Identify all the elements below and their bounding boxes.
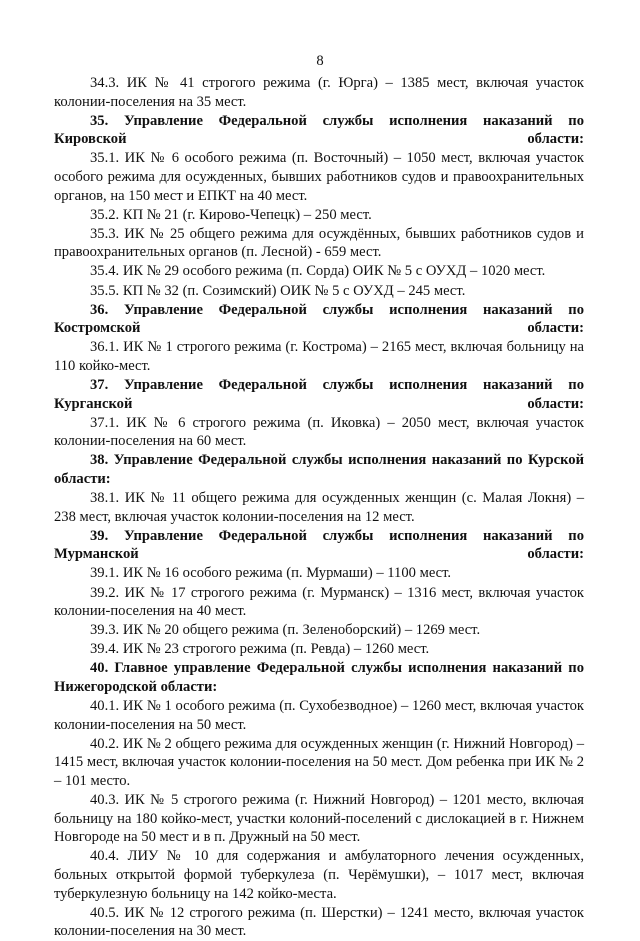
section-heading: 39. Управление Федеральной службы исполнения наказаний по Мурманской области: bbox=[54, 527, 584, 563]
page-number: 8 bbox=[316, 53, 324, 69]
list-item: 37.1. ИК № 6 строгого режима (п. Иковка) – 2050 мест, включая участок колонии-поселения на 60 мест. bbox=[54, 414, 584, 450]
list-item: 39.4. ИК № 23 строгого режима (п. Ревда) – 1260 мест. bbox=[90, 641, 430, 658]
list-item: 39.3. ИК № 20 общего режима (п. Зеленоборский) – 1269 мест. bbox=[90, 622, 481, 639]
list-item: 40.4. ЛИУ № 10 для содержания и амбулаторного лечения осужденных, больных открытой формой туберкулеза (п. Черёмушки), – 1017 мест, включая туберкулезную больницу на 142 койко-места. bbox=[54, 848, 584, 902]
list-item: 35.4. ИК № 29 особого режима (п. Сорда) ОИК № 5 с ОУХД – 1020 мест. bbox=[90, 263, 546, 280]
document-body bbox=[54, 74, 584, 941]
section-heading: 36. Управление Федеральной службы исполнения наказаний по Костромской области: bbox=[54, 301, 584, 337]
list-item: 35.2. КП № 21 (г. Кирово-Чепецк) – 250 мест. bbox=[90, 206, 372, 223]
section-heading: 40. Главное управление Федеральной службы исполнения наказаний по Нижегородской области: bbox=[54, 660, 584, 695]
section-heading: 38. Управление Федеральной службы исполнения наказаний по Курской области: bbox=[54, 452, 584, 487]
section-heading: 35. Управление Федеральной службы исполнения наказаний по Кировской области: bbox=[54, 112, 584, 148]
list-item: 40.5. ИК № 12 строгого режима (п. Шерстки) – 1241 место, включая участок колонии-поселения на 30 мест. bbox=[54, 904, 584, 940]
list-item: 39.2. ИК № 17 строгого режима (г. Мурманск) – 1316 мест, включая участок колонии-поселения на 40 мест. bbox=[54, 584, 584, 620]
list-item: 34.3. ИК № 41 строгого режима (г. Юрга) – 1385 мест, включая участок колонии-поселения на 35 мест. bbox=[54, 75, 584, 110]
list-item: 35.1. ИК № 6 особого режима (п. Восточный) – 1050 мест, включая участок особого режима для осужденных, бывших работников судов и правоохранительных органов, на 150 мест и ЕПКТ на 40 мест. bbox=[54, 150, 584, 204]
list-item: 40.1. ИК № 1 особого режима (п. Сухобезводное) – 1260 мест, включая участок колонии-поселения на 50 мест. bbox=[54, 698, 584, 733]
list-item: 39.1. ИК № 16 особого режима (п. Мурмаши) – 1100 мест. bbox=[90, 565, 452, 582]
list-item: 35.5. КП № 32 (п. Созимский) ОИК № 5 с ОУХД – 245 мест. bbox=[90, 282, 466, 299]
list-item: 40.2. ИК № 2 общего режима для осужденных женщин (г. Нижний Новгород) – 1415 мест, включая участок колонии-поселения на 50 мест. Дом ребенка при ИК № 2 – 101 место. bbox=[54, 735, 584, 789]
list-item: 38.1. ИК № 11 общего режима для осужденных женщин (с. Малая Локня) – 238 мест, включая участок колонии-поселения на 12 мест. bbox=[54, 490, 584, 525]
list-item: 40.3. ИК № 5 строгого режима (г. Нижний Новгород) – 1201 место, включая больницу на 180 койко-мест, участки колоний-поселений с дислокацией в г. Нижнем Новгороде на 50 мест и в п. Дружный на 50 мест. bbox=[54, 792, 584, 846]
list-item: 35.3. ИК № 25 общего режима для осуждённых, бывших работников судов и правоохранительных органов (п. Лесной) - 659 мест. bbox=[54, 225, 584, 261]
section-heading: 37. Управление Федеральной службы исполнения наказаний по Курганской области: bbox=[54, 377, 584, 412]
list-item: 36.1. ИК № 1 строгого режима (г. Кострома) – 2165 мест, включая больницу на 110 койко-мест. bbox=[54, 339, 584, 374]
